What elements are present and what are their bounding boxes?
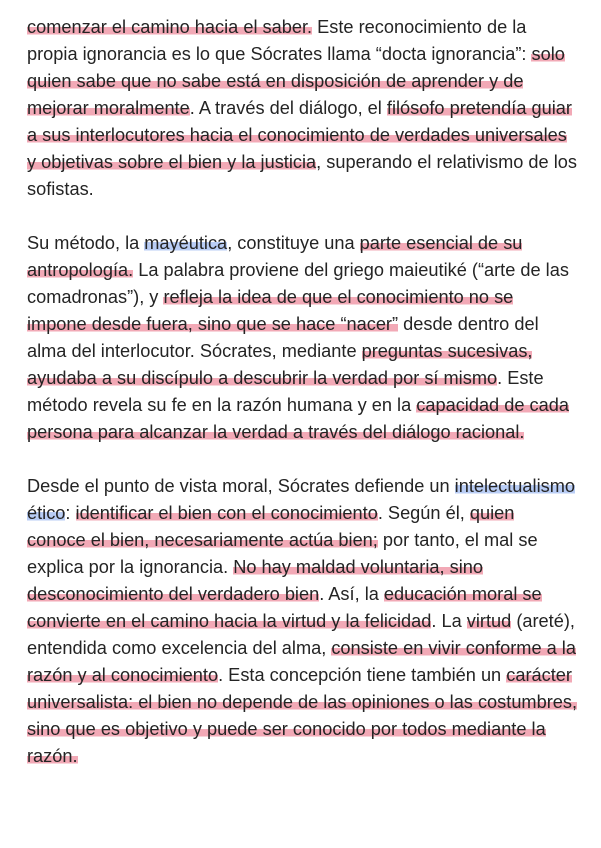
document-page	[27, 14, 577, 797]
text-run: . Esta concepción tiene también un	[218, 665, 507, 685]
highlight-pink: quien conoce el bien, necesariamente actúa bien;	[27, 503, 515, 550]
highlight-pink: preguntas sucesivas, ayudaba a su discípulo a descubrir la verdad por sí mismo	[27, 341, 533, 388]
highlight-pink: educación moral se convierte en el camino hacia la virtud y la felicidad	[27, 584, 542, 631]
highlight-pink: identificar el bien con el conocimiento	[75, 503, 378, 523]
text-run: . Así, la	[319, 584, 384, 604]
highlight-pink: carácter universalista: el bien no depende de las opiniones o las costumbres, sino que es objetivo y puede ser conocido por todos mediante la razón.	[27, 665, 578, 766]
text-run: :	[65, 503, 76, 523]
text-run: . A través del diálogo, el	[189, 98, 387, 118]
highlight-pink: comenzar el camino hacia el saber.	[27, 17, 313, 37]
text-run: Su método, la	[27, 233, 145, 253]
highlight-pink: parte esencial de su antropología.	[27, 233, 523, 280]
highlight-pink: virtud	[466, 611, 512, 631]
highlight-blue: mayéutica	[144, 233, 228, 253]
highlight-blue: intelectualismo ético	[27, 476, 575, 523]
highlight-pink: solo quien sabe que no sabe está en disposición de aprender y de mejorar moralmente	[27, 44, 565, 118]
text-run: desde dentro del alma del interlocutor. Sócrates, mediante	[27, 314, 539, 361]
text-run: , constituye una	[227, 233, 360, 253]
text-run: . Según él,	[377, 503, 470, 523]
text-run: Desde el punto de vista moral, Sócrates defiende un	[27, 476, 455, 496]
highlight-pink: consiste en vivir conforme a la razón y al conocimiento	[27, 638, 576, 685]
paragraph-ignorance	[27, 14, 577, 203]
text-run: . La	[431, 611, 467, 631]
text-run: Este reconocimiento de la propia ignorancia es lo que Sócrates llama “docta ignorancia”:	[27, 17, 532, 64]
text-run: La palabra proviene del griego maieutiké (“arte de las comadronas”), y	[27, 260, 569, 307]
highlight-pink: No hay maldad voluntaria, sino desconocimiento del verdadero bien	[27, 557, 483, 604]
text-run: (areté), entendida como excelencia del alma,	[27, 611, 575, 658]
highlight-pink: refleja la idea de que el conocimiento no se impone desde fuera, sino que se hace “nacer”	[27, 287, 514, 334]
highlight-pink: filósofo pretendía guiar a sus interlocutores hacia el conocimiento de verdades universales y objetivas sobre el bien y la justicia	[27, 98, 572, 172]
paragraph-moral-intellectualism	[27, 473, 577, 770]
paragraph-mayeutica	[27, 230, 577, 446]
highlight-pink: capacidad de cada persona para alcanzar la verdad a través del diálogo racional.	[27, 395, 569, 442]
text-run: , superando el relativismo de los sofistas.	[27, 152, 577, 199]
text-run: por tanto, el mal se explica por la ignorancia.	[27, 530, 538, 577]
text-run: . Este método revela su fe en la razón humana y en la	[27, 368, 544, 415]
